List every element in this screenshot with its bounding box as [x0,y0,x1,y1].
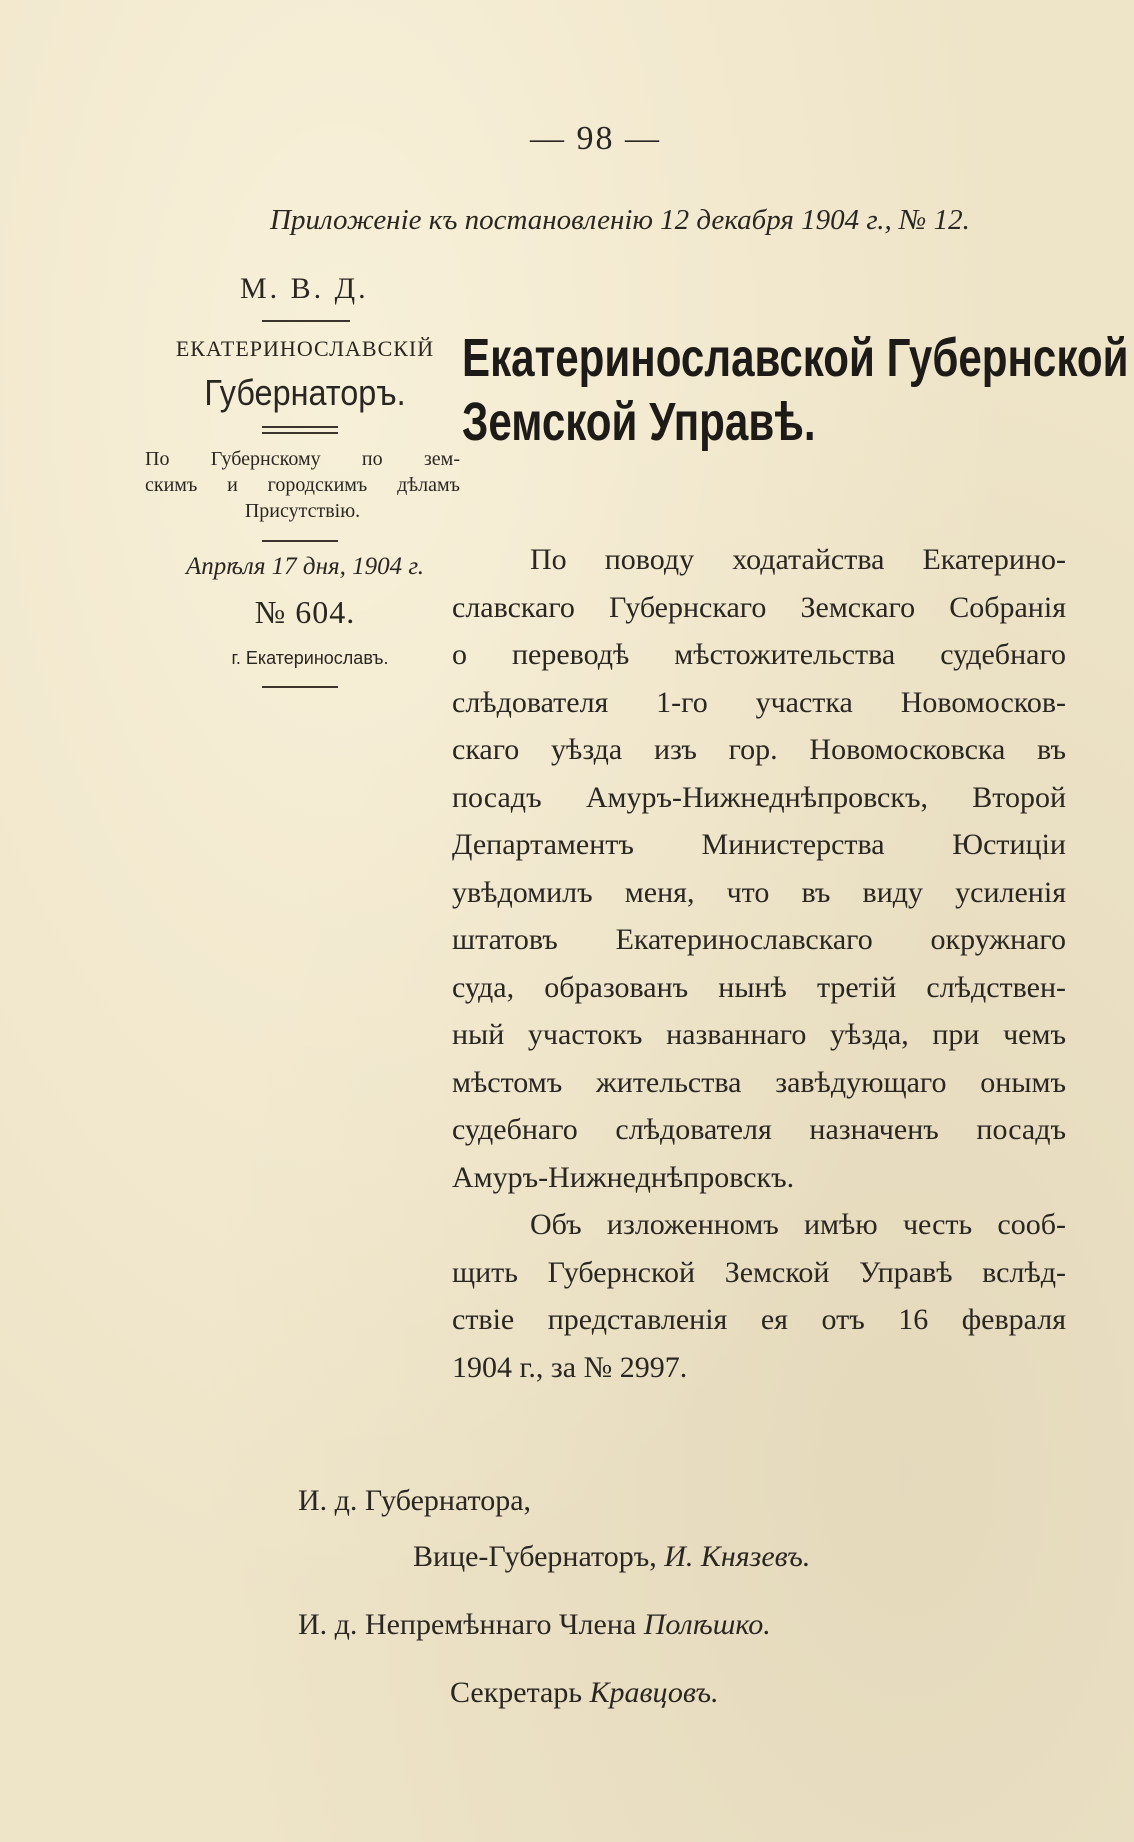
letter-number: № 604. [254,594,356,630]
vice-governor-name: И. Князевъ. [664,1540,811,1573]
department-line: скимъ и городскимъ дѣламъ [145,474,460,496]
member-title: И. д. Непремѣннаго Члена [298,1608,637,1641]
department-line: Присутствію. [244,500,361,522]
signature-member [298,1608,771,1642]
divider [262,686,338,688]
addressee-line: Земской Управѣ. [462,392,816,452]
page-number: — 98 — [530,120,661,157]
body-line: слѣдователя 1-го участка Новомосков- [452,685,1066,719]
letter-body [452,536,1066,1391]
body-line: ствіе представленія ея отъ 16 февраля [452,1303,1066,1336]
signature-acting-governor: И. д. Губернатора, [298,1484,532,1517]
divider [262,432,338,434]
body-line: штатовъ Екатеринославскаго окружнаго [452,923,1066,956]
secretary-title: Секретарь [450,1676,583,1709]
addressee-line: Екатеринославской Губернской [462,328,1129,388]
secretary-name: Кравцовъ. [589,1676,719,1709]
ministry-abbrev: М. В. Д. [240,272,369,305]
department-block [145,446,460,524]
body-line: мѣстомъ жительства завѣдующаго онымъ [452,1065,1066,1099]
divider [262,320,350,322]
body-line: славскаго Губернскаго Земскаго Собранія [452,590,1066,624]
governor-title: Губернаторъ. [204,372,406,413]
body-line: щить Губернской Земской Управѣ вслѣд- [452,1255,1066,1289]
department-line: По Губернскому по зем- [145,448,460,470]
addressee-heading [462,326,1129,454]
signature-secretary [450,1676,719,1710]
member-name: Полѣшко. [643,1608,771,1641]
vice-governor-title: Вице-Губернаторъ, [413,1540,657,1573]
document-subtitle: Приложеніе къ постановленію 12 декабря 1904 г., № 12. [270,204,970,236]
body-line: скаго уѣзда изъ гор. Новомосковска въ [452,733,1066,766]
body-line: По поводу ходатайства Екатерино- [530,543,1066,576]
body-line: ный участокъ названнаго уѣзда, при чемъ [452,1018,1066,1051]
governor-province: ЕКАТЕРИНОСЛАВСКІЙ [175,336,435,361]
letter-city: г. Екатеринославъ. [231,648,389,668]
body-line: Объ изложенномъ имѣю честь сооб- [530,1208,1066,1241]
body-line: о переводѣ мѣстожительства судебнаго [452,638,1066,671]
signature-vice-governor [413,1540,810,1574]
divider [262,426,338,428]
letter-date: Апрѣля 17 дня, 1904 г. [185,553,425,580]
body-line: Амуръ-Нижнеднѣпровскъ. [452,1160,795,1194]
body-line: посадъ Амуръ-Нижнеднѣпровскъ, Второй [452,780,1066,814]
divider [262,540,338,542]
body-line: суда, образованъ нынѣ третій слѣдствен- [452,970,1066,1004]
body-line: судебнаго слѣдователя назначенъ посадъ [452,1113,1066,1146]
body-line: 1904 г., за № 2997. [452,1350,688,1384]
body-line: Департаментъ Министерства Юстиціи [452,828,1066,861]
body-line: увѣдомилъ меня, что въ виду усиленія [452,875,1066,909]
